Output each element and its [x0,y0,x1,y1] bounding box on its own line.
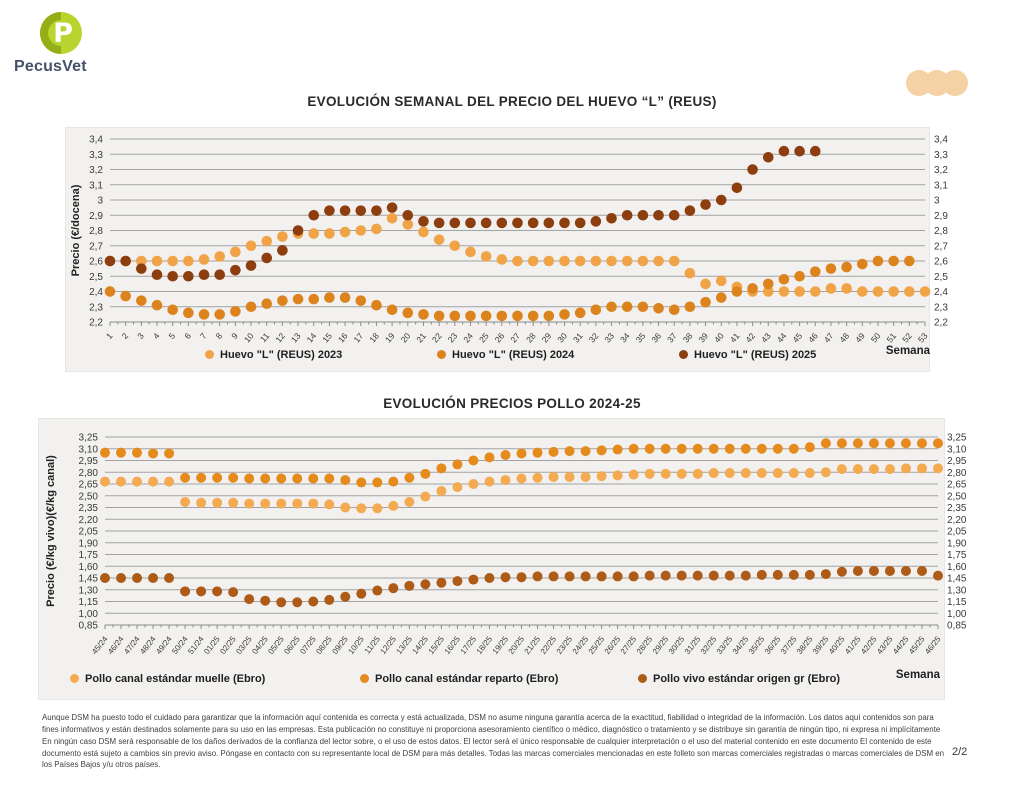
svg-text:36: 36 [649,330,664,345]
svg-text:13/25: 13/25 [394,634,414,657]
svg-text:2,35: 2,35 [78,503,98,514]
svg-text:1,90: 1,90 [947,538,967,550]
svg-text:3: 3 [934,195,940,207]
svg-text:2,95: 2,95 [78,456,98,467]
logo-text: PecusVet [14,58,87,75]
legend-label: Pollo vivo estándar origen gr (Ebro) [653,673,841,685]
svg-text:35: 35 [633,330,648,345]
svg-text:2,80: 2,80 [947,467,967,479]
svg-text:3,10: 3,10 [78,444,98,456]
chart2-title: EVOLUCIÓN PRECIOS POLLO 2024-25 [383,396,641,411]
svg-text:P: P [53,18,73,49]
svg-text:27: 27 [508,330,523,345]
svg-text:2,50: 2,50 [78,491,98,503]
svg-text:1,60: 1,60 [947,561,967,573]
svg-text:1,00: 1,00 [947,608,967,620]
chart1 [65,127,970,372]
svg-text:39: 39 [696,330,711,345]
svg-text:17: 17 [351,330,366,345]
svg-text:1,60: 1,60 [78,561,98,573]
svg-text:30/25: 30/25 [666,634,687,657]
series-dot-icon [205,350,214,359]
svg-text:26/25: 26/25 [602,634,623,657]
series-dot-icon [437,350,446,359]
svg-text:34/25: 34/25 [730,634,751,657]
svg-text:19: 19 [382,330,397,345]
svg-text:43/25: 43/25 [875,634,895,657]
svg-text:09/25: 09/25 [330,634,350,657]
svg-text:3,4: 3,4 [89,134,103,146]
svg-text:3,2: 3,2 [89,165,103,176]
svg-text:2,3: 2,3 [89,302,103,314]
svg-text:53: 53 [915,330,930,345]
svg-text:23: 23 [445,330,460,345]
svg-text:37/25: 37/25 [778,634,799,657]
svg-text:20/25: 20/25 [506,634,527,657]
svg-text:1: 1 [103,330,115,341]
svg-text:38/25: 38/25 [794,634,815,657]
svg-text:50: 50 [868,330,883,345]
svg-text:2,4: 2,4 [934,287,948,298]
svg-text:4: 4 [150,330,162,341]
chart1-legend [65,345,970,371]
svg-text:40: 40 [712,330,726,345]
svg-text:29: 29 [539,330,554,345]
svg-text:21/25: 21/25 [522,634,543,657]
svg-text:3,2: 3,2 [934,165,948,176]
svg-text:6: 6 [182,330,193,341]
svg-text:2,65: 2,65 [947,479,967,491]
svg-text:2,2: 2,2 [89,317,103,329]
svg-text:3,1: 3,1 [89,180,103,192]
svg-text:46: 46 [806,330,820,345]
legend-item-huevo-2023 [205,349,342,361]
chart2-plot [38,418,975,700]
svg-text:28/25: 28/25 [634,634,655,657]
svg-text:15/25: 15/25 [426,634,446,657]
svg-text:11: 11 [257,330,272,345]
svg-text:21: 21 [414,330,428,345]
svg-text:3,4: 3,4 [934,134,948,146]
svg-text:1,00: 1,00 [78,608,98,620]
chart2-legend [38,669,975,695]
svg-text:2: 2 [119,330,131,341]
svg-text:11/25: 11/25 [362,634,382,656]
svg-text:2,05: 2,05 [947,526,967,538]
svg-text:24: 24 [461,330,476,345]
svg-text:2,7: 2,7 [934,241,948,253]
svg-text:3,1: 3,1 [934,180,948,192]
svg-text:3,3: 3,3 [934,149,948,161]
svg-text:47: 47 [821,330,836,345]
legend-item-pollo-reparto [360,673,558,685]
svg-text:50/24: 50/24 [170,634,190,657]
svg-text:45/25: 45/25 [907,634,927,657]
svg-text:33/25: 33/25 [714,634,735,657]
svg-text:3: 3 [97,195,103,207]
svg-text:13: 13 [288,330,303,345]
svg-text:31/25: 31/25 [682,634,703,657]
svg-text:3,10: 3,10 [947,444,967,456]
svg-text:29/25: 29/25 [650,634,671,657]
svg-text:02/25: 02/25 [218,634,238,657]
svg-text:2,5: 2,5 [89,271,103,283]
svg-text:7: 7 [197,330,209,341]
legend-label: Pollo canal estándar reparto (Ebro) [375,673,559,685]
legend-item-huevo-2024 [437,349,574,361]
chart2 [38,418,975,700]
svg-text:1,30: 1,30 [947,585,967,597]
svg-text:04/25: 04/25 [250,634,270,657]
svg-text:10/25: 10/25 [346,634,366,657]
svg-text:9: 9 [229,330,240,341]
svg-text:3,25: 3,25 [78,432,98,444]
svg-text:43: 43 [759,330,773,345]
legend-label: Huevo "L" (REUS) 2025 [694,349,817,361]
svg-text:12/25: 12/25 [378,634,398,657]
svg-text:5: 5 [166,330,178,341]
svg-text:32/25: 32/25 [698,634,719,657]
svg-text:35/25: 35/25 [746,634,767,657]
logo [14,10,134,76]
svg-text:42: 42 [743,330,758,345]
svg-text:40/25: 40/25 [827,634,847,657]
svg-text:2,20: 2,20 [78,514,98,526]
svg-text:15: 15 [320,330,334,345]
svg-text:1,90: 1,90 [78,538,98,550]
svg-text:2,65: 2,65 [78,479,98,491]
svg-text:41/25: 41/25 [843,634,863,657]
svg-text:20: 20 [398,330,413,345]
svg-text:14/25: 14/25 [410,634,430,657]
svg-text:26: 26 [492,330,507,345]
legend-label: Huevo "L" (REUS) 2024 [452,349,575,361]
series-dot-icon [70,674,79,683]
svg-text:48: 48 [837,330,852,345]
svg-text:27/25: 27/25 [618,634,639,657]
svg-text:2,2: 2,2 [934,317,948,329]
page-number: 2/2 [952,746,968,758]
svg-text:1,15: 1,15 [78,597,98,608]
svg-text:1,45: 1,45 [78,573,98,585]
svg-text:46/24: 46/24 [106,634,126,657]
svg-text:2,4: 2,4 [89,287,103,298]
svg-text:2,6: 2,6 [934,256,948,268]
svg-text:2,5: 2,5 [934,271,948,283]
svg-text:2,6: 2,6 [89,256,103,268]
svg-text:1,75: 1,75 [947,550,967,561]
deco-dot [942,70,968,96]
svg-text:16/25: 16/25 [442,634,462,657]
svg-text:2,3: 2,3 [934,302,948,314]
series-dot-icon [679,350,688,359]
legend-item-huevo-2025 [679,349,816,361]
svg-text:49: 49 [853,330,867,345]
svg-text:31: 31 [570,330,585,345]
legend-label: Huevo "L" (REUS) 2023 [220,349,343,361]
svg-text:08/25: 08/25 [314,634,334,657]
series-dot-icon [638,674,647,683]
svg-text:2,95: 2,95 [947,456,967,467]
svg-text:0,85: 0,85 [78,620,98,632]
series-dot-icon [360,674,369,683]
svg-text:17/25: 17/25 [458,634,479,657]
svg-text:52: 52 [900,330,914,345]
svg-text:48/24: 48/24 [138,634,158,657]
disclaimer-text: Aunque DSM ha puesto todo el cuidado para garantizar que la información aquí contenida es correcta y está actualizada, DSM no asume ninguna garantía acerca de la exactitud, fiabilidad o integridad de la información. Los datos aquí contenidos son para fines informativos y están destinados solamente para su uso en las empresas. Esta publicación no constituye ni proporciona asesoramiento científico o médico, diagnóstico o tratamiento y se distribuye sin garantía de ningún tipo, ni expresa ni implícitamente En ningún caso DSM será responsable de los daños derivados de la confianza del lector sobre, o el uso de estos datos. El lector será el único responsable de cualquier interpretación o el uso del material contenido en este documento El contenido de este documento está sujeto a cambios sin previo aviso. Póngase en contacto con su representante local de DSM para más detalles. Todas las marcas comerciales mencionadas en este folleto son marcas comerciales registradas o marcas comerciales de DSM en los Países Bajos y/u otros países. [42,713,945,770]
pecusvet-logo-icon [38,10,84,56]
svg-text:07/25: 07/25 [298,634,318,657]
svg-text:14: 14 [304,330,319,345]
svg-text:1,75: 1,75 [78,550,98,561]
svg-text:41: 41 [727,330,742,345]
svg-text:22: 22 [429,330,444,345]
svg-text:36/25: 36/25 [762,634,783,657]
svg-text:Precio (€/kg vivo)(€/kg canal): Precio (€/kg vivo)(€/kg canal) [45,455,57,607]
svg-text:45: 45 [790,330,805,345]
svg-text:2,20: 2,20 [947,514,967,526]
svg-text:2,9: 2,9 [934,210,948,222]
svg-text:2,9: 2,9 [89,210,103,222]
svg-text:24/25: 24/25 [570,634,591,657]
svg-text:3: 3 [135,330,146,341]
svg-text:Precio (€/docena): Precio (€/docena) [70,184,82,277]
svg-text:06/25: 06/25 [282,634,302,657]
svg-text:30: 30 [555,330,570,345]
svg-text:28: 28 [523,330,538,345]
svg-text:18/25: 18/25 [474,634,495,657]
svg-text:19/25: 19/25 [490,634,511,657]
svg-text:0,85: 0,85 [947,620,967,632]
svg-text:51: 51 [884,330,899,345]
svg-text:23/25: 23/25 [554,634,575,657]
svg-text:12: 12 [273,330,287,345]
svg-text:49/24: 49/24 [154,634,174,657]
svg-text:03/25: 03/25 [234,634,254,657]
svg-text:38: 38 [680,330,695,345]
svg-text:2,50: 2,50 [947,491,967,503]
svg-text:39/25: 39/25 [811,634,831,657]
svg-text:3,3: 3,3 [89,149,103,161]
svg-text:34: 34 [617,330,632,345]
svg-text:32: 32 [586,330,601,345]
svg-text:2,05: 2,05 [78,526,98,538]
svg-text:37: 37 [665,330,679,345]
legend-item-pollo-vivo [638,673,840,685]
svg-text:1,45: 1,45 [947,573,967,585]
svg-text:3,25: 3,25 [947,432,967,444]
svg-text:44/25: 44/25 [891,634,911,657]
chart1-title: EVOLUCIÓN SEMANAL DEL PRECIO DEL HUEVO “L” (REUS) [307,94,717,109]
legend-item-pollo-muelle [70,673,265,685]
legend-label: Pollo canal estándar muelle (Ebro) [85,673,266,685]
svg-text:25/25: 25/25 [586,634,607,657]
svg-text:8: 8 [213,330,225,341]
svg-text:44: 44 [774,330,789,345]
svg-text:16: 16 [335,330,350,345]
svg-text:46/25: 46/25 [923,634,943,657]
svg-text:51/24: 51/24 [186,634,206,657]
svg-text:2,8: 2,8 [89,226,103,237]
svg-text:2,7: 2,7 [89,241,103,253]
svg-text:2,35: 2,35 [947,503,967,514]
svg-text:22/25: 22/25 [538,634,559,657]
svg-text:05/25: 05/25 [266,634,286,657]
svg-text:45/24: 45/24 [90,634,110,657]
svg-text:01/25: 01/25 [202,634,222,657]
svg-text:1,15: 1,15 [947,597,967,608]
svg-text:42/25: 42/25 [859,634,879,657]
xaxis-title: Semana [895,669,940,681]
chart1-plot [65,127,970,372]
svg-text:1,30: 1,30 [78,585,98,597]
svg-text:2,8: 2,8 [934,226,948,237]
svg-text:10: 10 [241,330,256,345]
svg-text:47/24: 47/24 [122,634,142,657]
svg-text:18: 18 [367,330,381,345]
svg-text:2,80: 2,80 [78,467,98,479]
xaxis-title: Semana [885,345,930,357]
svg-text:25: 25 [476,330,491,345]
svg-text:33: 33 [602,330,617,345]
